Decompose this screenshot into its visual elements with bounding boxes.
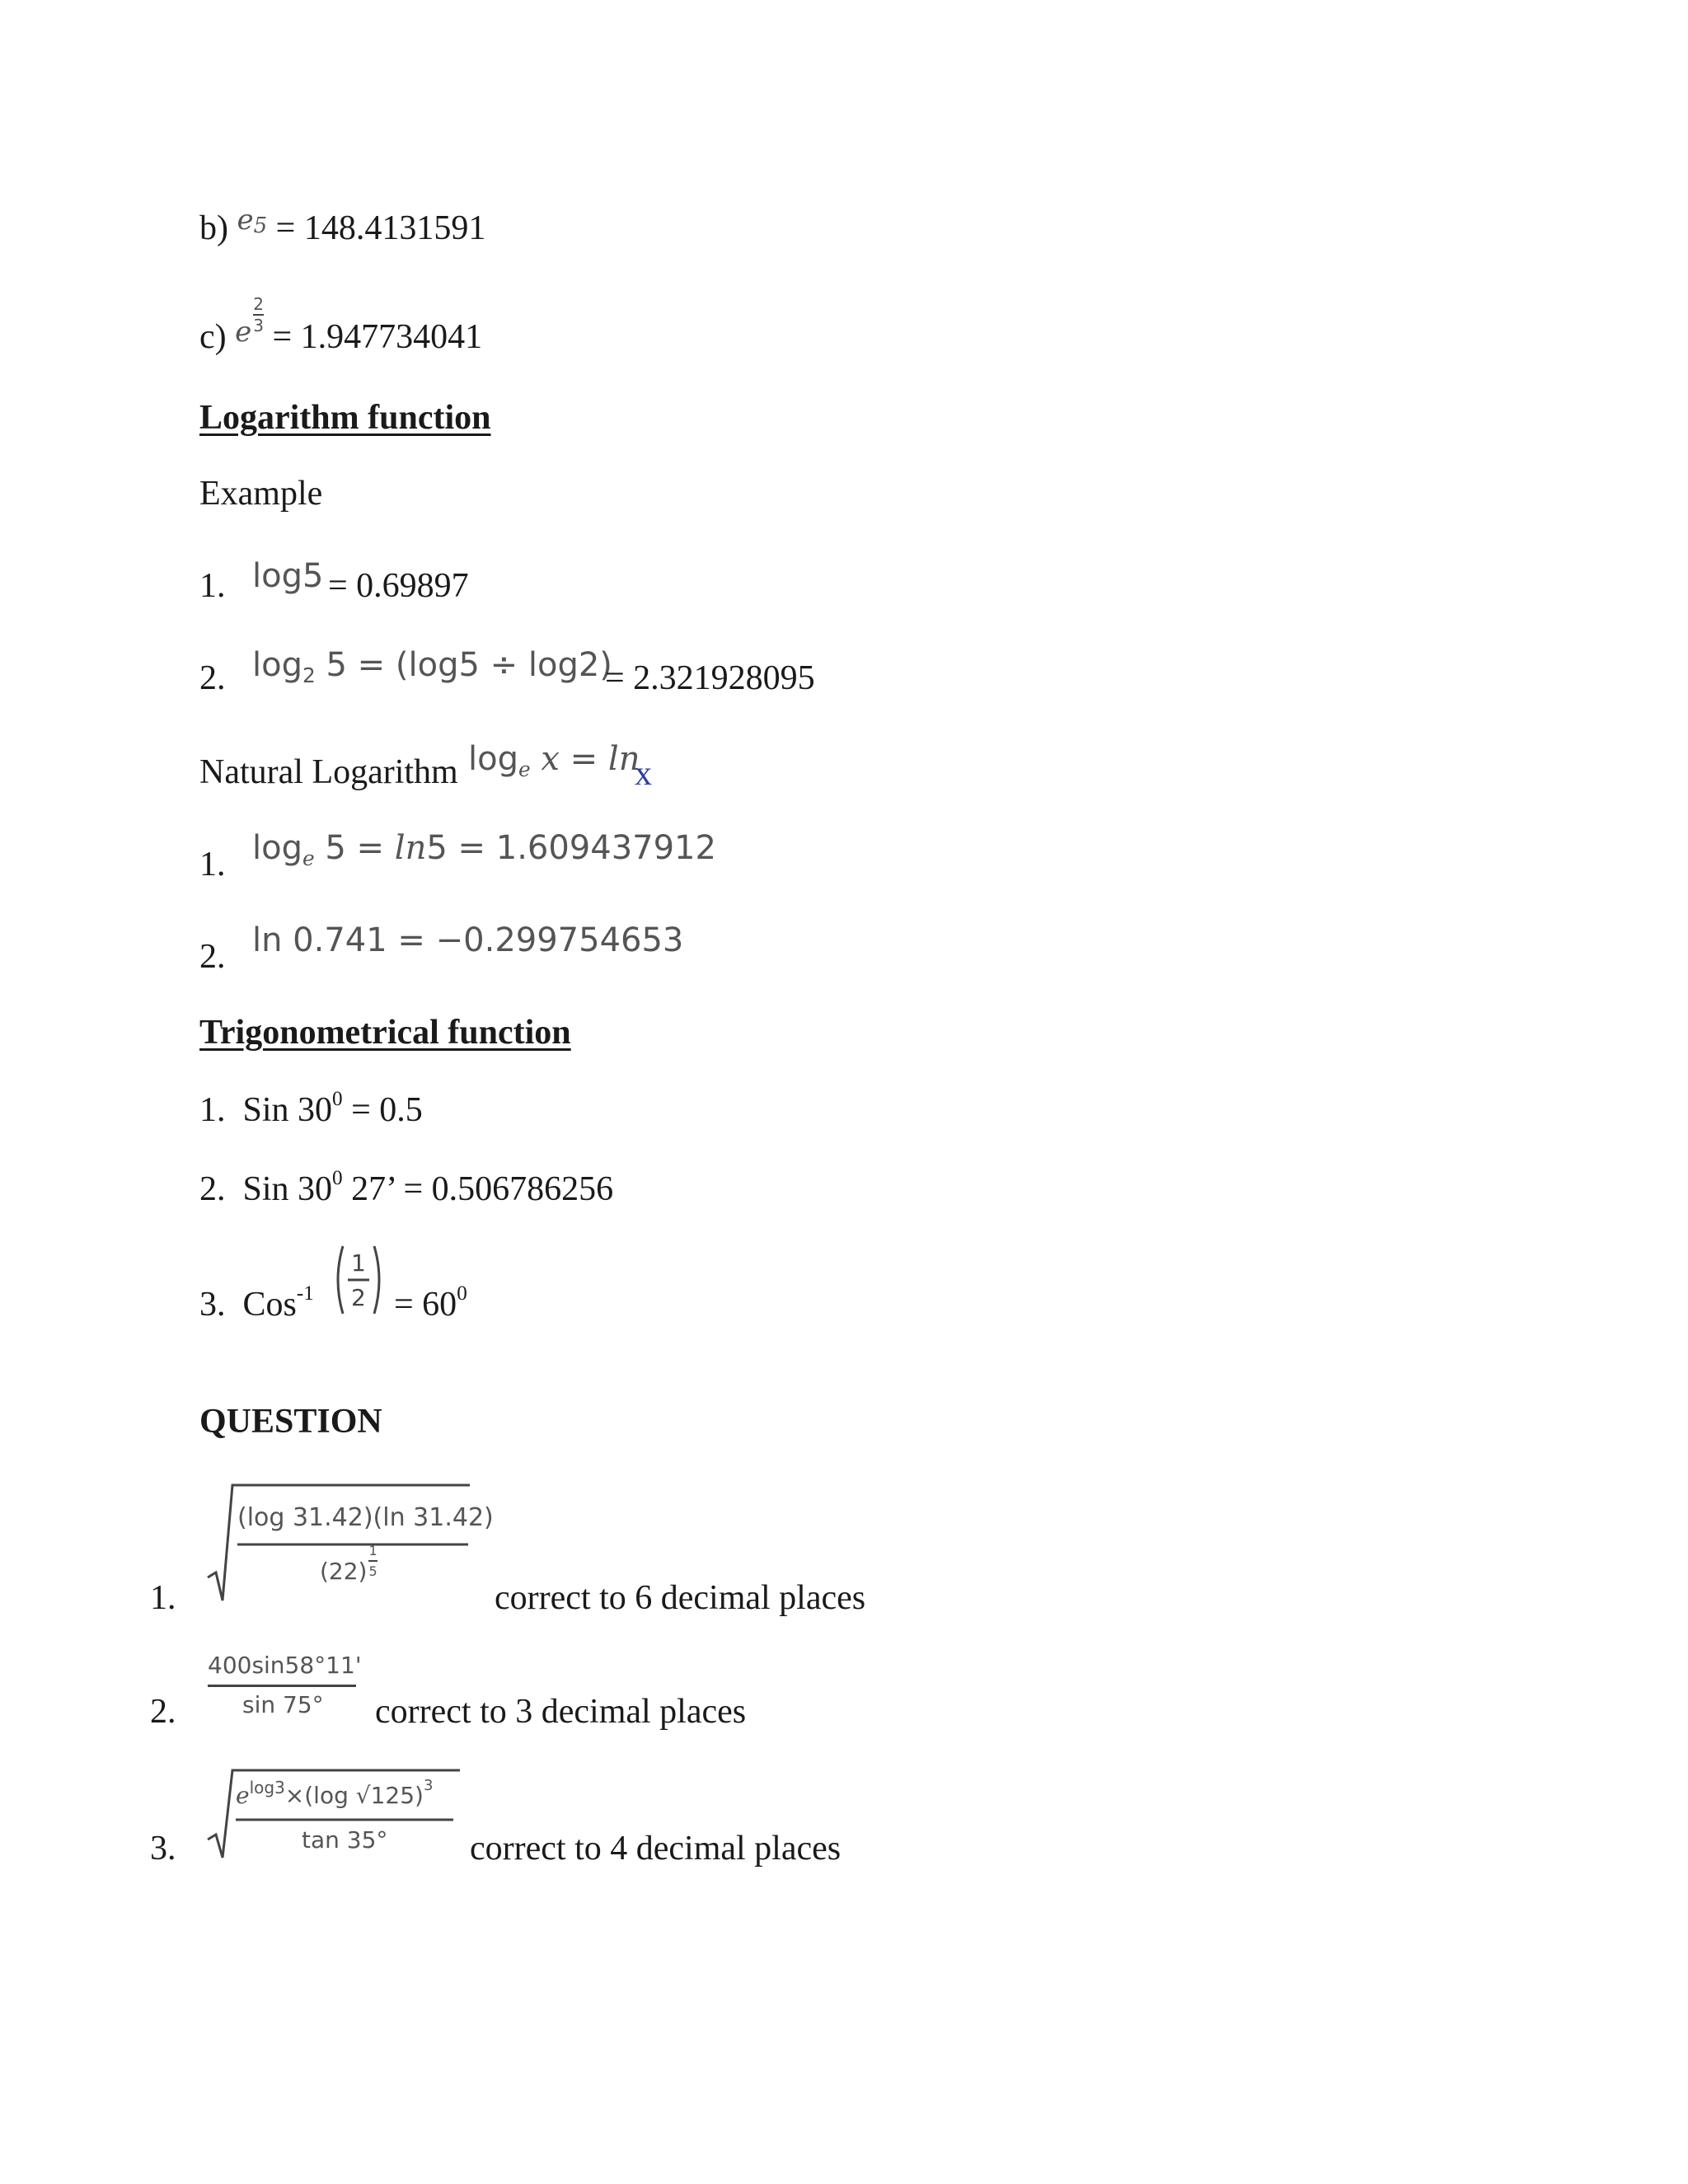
section-heading-question: QUESTION (199, 1403, 382, 1441)
list-number: 1. (199, 567, 226, 605)
trig-item-1: 1. Sin $30^0 = 0.5$ (199, 1088, 423, 1129)
math-base: e (237, 204, 254, 237)
log-item-1-result: = 0.69897 (328, 567, 469, 605)
fraction-numerator: $e^{log3}\times(\log$ √125)$^3$ (236, 1777, 434, 1809)
trig-item-2: 2. Sin $30^0$ 27’ = 0.506786256 (199, 1167, 614, 1208)
natural-log-label: Natural Logarithm (199, 753, 458, 791)
log-item-1 (199, 569, 226, 603)
math-base: e (235, 316, 252, 349)
list-number: 2. (199, 659, 226, 697)
log-item-1-expr: log5 (252, 557, 324, 595)
question-3-expression (204, 1765, 462, 1861)
trig-item-3: 3. Cos$^{-1}$ (199, 1282, 314, 1324)
question-2-number: 2. (150, 1693, 176, 1731)
item-label: c) (199, 318, 227, 356)
natural-log-def-tail: x (635, 755, 652, 793)
section-heading-logarithm: Logarithm function (199, 399, 491, 437)
question-1-number: 1. (150, 1579, 176, 1617)
fraction-denominator: (22) $\frac{1}{5}$ (320, 1543, 377, 1585)
question-1-expression (204, 1480, 494, 1604)
trig-item-3-fraction (331, 1243, 386, 1317)
ln-item-1-expr: loge 5 = ln5 = 1.609437912 (252, 829, 716, 870)
fraction-denominator: tan 35° (302, 1826, 388, 1854)
fraction-bar (208, 1685, 356, 1687)
log-item-2 (199, 661, 226, 696)
question-2-expression (204, 1648, 361, 1722)
fraction-denominator: 2 (351, 1284, 366, 1311)
fraction-denominator: sin 75° (242, 1691, 324, 1718)
item-label: b) (199, 209, 228, 247)
question-1-instruction: correct to 6 decimal places (495, 1579, 866, 1617)
example-label: Example (199, 475, 323, 513)
math-exponent-fraction: $\frac{2}{3}$ (253, 294, 264, 336)
question-3-number: 3. (150, 1830, 176, 1868)
natural-log-definition: loge x = ln (468, 740, 640, 781)
section-heading-trig: Trigonometrical function (199, 1014, 571, 1052)
ln-item-2-expr: ln 0.741 = −0.299754653 (252, 921, 684, 959)
ln-item-2-number: 2. (199, 938, 226, 976)
trig-item-3-result: = $60^0$ (394, 1282, 467, 1324)
exp-b-line (199, 204, 486, 247)
log-item-2-result: = 2.321928095 (605, 659, 815, 697)
exp-c-line (199, 294, 483, 359)
ln-item-1-number: 1. (199, 846, 226, 883)
question-2-instruction: correct to 3 decimal places (375, 1693, 747, 1731)
math-exponent: 5 (253, 213, 268, 238)
fraction-numerator: 400sin58°11' (208, 1652, 362, 1679)
log-item-2-expr: log2 5 = (log5 ÷ log2) (252, 646, 612, 687)
question-3-instruction: correct to 4 decimal places (470, 1830, 842, 1868)
result-value: = 1.947734041 (272, 318, 483, 356)
fraction-numerator: 1 (351, 1249, 366, 1277)
result-value: = 148.4131591 (275, 209, 486, 247)
fraction-numerator: (log 31.42)(ln 31.42) (237, 1503, 494, 1532)
